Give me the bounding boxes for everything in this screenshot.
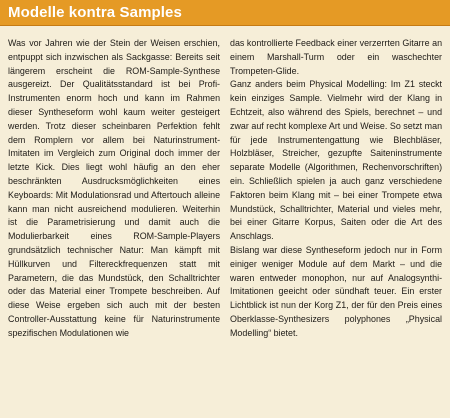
- paragraph-right-1: das kontrollierte Feedback einer verzerrten Gitarre an einem Marshall-Turm oder ein waschechter Trompeten-Glide.: [230, 38, 442, 77]
- article-body: [8, 37, 442, 412]
- title-banner: [0, 0, 450, 26]
- left-column: [8, 37, 220, 412]
- paragraph-right-2: Ganz anders beim Physical Modelling: Im Z1 steckt kein einziges Sample. Vielmehr wird der Klang in Echtzeit, also während des Spiels, berechnet – und zwar auf recht komplexe Art und Weise. So setzt man für jede Instrumentengattung wie Blechbläser, Holzbläser, Streicher, gezupfte Saiteninstrumente separate Modelle (Algorithmen, Rechenvorschriften) ein. Schließlich spielen ja auch ganz verschiedene Faktoren beim Klang mit – bei einer Trompete etwa Mundstück, Schalltrichter, Material und vieles mehr, bei einer Gitarre Korpus, Saiten oder die Art des Anschlags.: [230, 79, 442, 243]
- paragraph-left-1: Was vor Jahren wie der Stein der Weisen erschien, entpuppt sich inzwischen als Sackgasse: Bereits seit längerem erscheint die ROM-Sample-Synthese ausgereizt. Der Qualitätsstandard ist bei Profi-Instrumenten enorm hoch und kann im Rahmen dieser Syntheseform wohl kaum weiter gesteigert werden. Trotz dieser scheinbaren Perfektion fehlt dem Romplern vor allem bei Naturinstrument-Imitaten im Vergleich zum Original doch immer der letzte Kick. Dies liegt wohl häufig an den eher beschränkten Ausdrucksmöglichkeiten eines Keyboards: Mit Modulationsrad und Aftertouch alleine kann man nicht ausreichend modulieren. Weiterhin ist die Parametrisierung und damit auch die Modulierbarkeit eines ROM-Sample-Players grundsätzlich technischer Natur: Man kämpft mit Hüllkurven und Filtereckfrequenzen statt mit Parametern, die das Mundstück, den Schalltrichter oder das Material einer Trompete beschreiben. Auf diese Weise ergeben sich auch mit der besten Controller-Ausstattung keine für Naturinstrumente spezifischen Modulationen wie: [8, 38, 220, 339]
- article-title: Modelle kontra Samples: [8, 4, 182, 21]
- right-column: [230, 37, 442, 412]
- paragraph-right-3: Bislang war diese Syntheseform jedoch nur in Form einiger weniger Module auf dem Markt – und die waren entweder monophon, nur auf Analogsynthi-Imitationen geeicht oder sündhaft teuer. Ein erster Lichtblick ist nun der Korg Z1, der für den Preis eines Oberklasse-Synthesizers polyphones „Physical Modelling“ bietet.: [230, 244, 442, 339]
